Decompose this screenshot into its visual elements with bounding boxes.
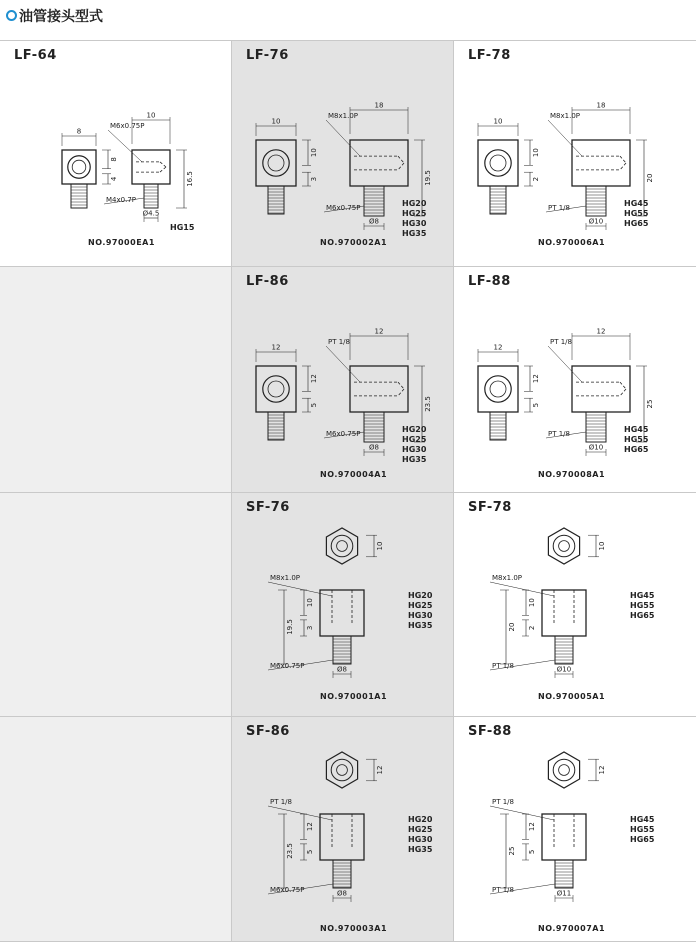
front-view-body (478, 366, 518, 412)
port-circle (268, 155, 284, 171)
part-number: NO.970001A1 (320, 692, 388, 701)
leader-line (490, 582, 554, 596)
section-title: 油管接头型式 (19, 9, 103, 25)
side-view-body (572, 366, 630, 412)
side-view-body (320, 590, 364, 636)
hidden-bore (620, 382, 626, 389)
leader-line (268, 806, 332, 820)
dimension-label: 5 (528, 849, 536, 855)
grid-divider (453, 40, 454, 942)
dimension-label: 12 (306, 822, 314, 832)
empty-cell (0, 716, 232, 942)
dimension-label: 12 (376, 765, 384, 775)
hidden-bore (620, 156, 626, 163)
section-header (0, 0, 700, 34)
drawing-sf86 (232, 716, 454, 942)
model-fit-label: HG30 (402, 445, 427, 454)
hidden-bore (398, 163, 404, 170)
port-circle (553, 759, 575, 781)
dimension-label: 8 (76, 127, 82, 136)
dimension-label: 16.5 (186, 171, 194, 187)
port-circle (559, 541, 570, 552)
port-circle (490, 381, 506, 397)
port-circle (263, 376, 289, 402)
drawing-lf88 (454, 266, 696, 492)
model-label: LF-88 (468, 274, 511, 289)
hidden-bore (398, 156, 404, 163)
drawing-sf76 (232, 492, 454, 716)
hidden-bore (620, 389, 626, 396)
drawing-sf78 (454, 492, 696, 716)
side-view-body (320, 814, 364, 860)
hidden-bore (160, 162, 166, 167)
part-number: NO.970007A1 (538, 924, 606, 933)
model-fit-label: HG65 (624, 445, 649, 454)
part-number: NO.970006A1 (538, 238, 606, 247)
model-fit-label: HG55 (630, 825, 655, 834)
dimension-label: 5 (310, 402, 318, 408)
port-circle (337, 541, 348, 552)
section-bullet-icon (6, 10, 17, 21)
hidden-bore (160, 167, 166, 172)
dimension-label: 12 (596, 327, 606, 336)
part-number: NO.970005A1 (538, 692, 606, 701)
cell-lf76 (232, 40, 454, 266)
dimension-label: 10 (532, 148, 540, 158)
dimension-label: Ø11 (556, 889, 572, 898)
empty-cell (0, 492, 232, 716)
dimension-label: 20 (508, 622, 516, 632)
dimension-label: 8 (110, 157, 118, 162)
dimension-label: 10 (306, 598, 314, 608)
dimension-label: Ø8 (369, 443, 379, 452)
model-fit-label: HG55 (624, 435, 649, 444)
dimension-label: 12 (532, 374, 540, 384)
model-label: SF-76 (246, 500, 290, 515)
model-label: LF-78 (468, 48, 511, 63)
dimension-label: 12 (598, 765, 606, 775)
drawing-lf76 (232, 40, 454, 266)
port-circle (331, 535, 353, 557)
dimension-label: 23.5 (286, 843, 294, 859)
drawing-sf88 (454, 716, 696, 942)
model-label: SF-88 (468, 724, 512, 739)
thread-callout: M8x1.0P (270, 574, 300, 582)
side-view-body (572, 140, 630, 186)
grid-divider (231, 40, 232, 942)
thread-callout: PT 1/8 (492, 886, 514, 894)
thread-callout: M6x0.75P (326, 204, 361, 212)
thread-callout: PT 1/8 (328, 338, 350, 346)
port-circle (553, 535, 575, 557)
hidden-bore (398, 382, 404, 389)
dimension-label: 12 (310, 374, 318, 384)
thread-callout: PT 1/8 (492, 798, 514, 806)
dimension-label: 10 (493, 117, 503, 126)
model-fit-label: HG45 (624, 199, 649, 208)
front-view-body (256, 140, 296, 186)
cell-sf76 (232, 492, 454, 716)
cell-lf88 (454, 266, 696, 492)
port-circle (68, 156, 90, 178)
dimension-label: 25 (646, 399, 654, 409)
thread-callout: PT 1/8 (548, 204, 570, 212)
model-fit-label: HG55 (630, 601, 655, 610)
model-fit-label: HG20 (402, 425, 427, 434)
side-view-body (132, 150, 170, 184)
dimension-label: 10 (598, 541, 606, 551)
dimension-label: 19.5 (424, 170, 432, 186)
part-number: NO.970008A1 (538, 470, 606, 479)
dimension-label: 3 (310, 176, 318, 182)
fitting-table (0, 40, 696, 942)
dimension-label: 18 (374, 101, 384, 110)
cell-lf86 (232, 266, 454, 492)
thread-callout: M6x0.75P (326, 430, 361, 438)
dimension-label: 25 (508, 846, 516, 856)
dimension-label: Ø8 (337, 665, 347, 674)
side-view-body (350, 140, 408, 186)
drawing-lf78 (454, 40, 696, 266)
front-view-body (256, 366, 296, 412)
part-number: NO.970004A1 (320, 470, 388, 479)
thread-callout: M6x0.75P (270, 662, 305, 670)
port-circle (559, 765, 570, 776)
dimension-label: Ø8 (369, 217, 379, 226)
thread-callout: M8x1.0P (550, 112, 580, 120)
model-label: LF-76 (246, 48, 289, 63)
part-number: NO.970003A1 (320, 924, 388, 933)
dimension-label: Ø10 (588, 443, 604, 452)
dimension-label: 5 (532, 402, 540, 408)
model-fit-label: HG35 (408, 621, 433, 630)
model-fit-label: HG65 (630, 611, 655, 620)
leader-line (108, 130, 142, 162)
model-fit-label: HG25 (402, 209, 427, 218)
model-fit-label: HG20 (408, 591, 433, 600)
thread-callout: PT 1/8 (492, 662, 514, 670)
part-number: NO.97000EA1 (88, 238, 155, 247)
model-fit-label: HG15 (170, 223, 195, 232)
thread-callout: M6x0.75P (270, 886, 305, 894)
dimension-label: 3 (306, 625, 314, 631)
cell-lf64 (0, 40, 232, 266)
dimension-label: 10 (528, 598, 536, 608)
cell-lf78 (454, 40, 696, 266)
model-fit-label: HG55 (624, 209, 649, 218)
dimension-label: 10 (376, 541, 384, 551)
thread-callout: PT 1/8 (270, 798, 292, 806)
model-label: SF-78 (468, 500, 512, 515)
part-number: NO.970002A1 (320, 238, 388, 247)
port-circle (485, 376, 511, 402)
dimension-label: 12 (374, 327, 384, 336)
model-label: SF-86 (246, 724, 290, 739)
model-label: LF-64 (14, 48, 57, 63)
port-circle (263, 150, 289, 176)
dimension-label: 19.5 (286, 619, 294, 635)
port-circle (490, 155, 506, 171)
dimension-label: 12 (493, 343, 503, 352)
thread-callout: PT 1/8 (548, 430, 570, 438)
model-fit-label: HG35 (402, 229, 427, 238)
cell-sf88 (454, 716, 696, 942)
model-fit-label: HG30 (408, 835, 433, 844)
thread-callout: M8x1.0P (328, 112, 358, 120)
side-view-body (350, 366, 408, 412)
port-circle (337, 765, 348, 776)
thread-callout: PT 1/8 (550, 338, 572, 346)
dimension-label: 2 (532, 176, 540, 182)
side-view-body (542, 590, 586, 636)
cell-sf78 (454, 492, 696, 716)
model-fit-label: HG35 (402, 455, 427, 464)
cell-sf86 (232, 716, 454, 942)
dimension-label: 10 (310, 148, 318, 158)
leader-line (490, 806, 554, 820)
leader-line (326, 120, 360, 156)
drawing-lf64 (0, 40, 232, 266)
empty-cell (0, 266, 232, 492)
leader-line (268, 582, 332, 596)
port-circle (268, 381, 284, 397)
thread-callout: M4x0.7P (106, 196, 136, 204)
side-view-body (542, 814, 586, 860)
port-circle (485, 150, 511, 176)
dimension-label: 23.5 (424, 396, 432, 412)
model-fit-label: HG25 (408, 601, 433, 610)
model-fit-label: HG20 (402, 199, 427, 208)
model-fit-label: HG30 (402, 219, 427, 228)
model-fit-label: HG20 (408, 815, 433, 824)
model-fit-label: HG45 (630, 591, 655, 600)
leader-line (326, 346, 360, 382)
dimension-label: 10 (146, 111, 156, 120)
dimension-label: Ø10 (588, 217, 604, 226)
dimension-label: 4 (110, 176, 118, 182)
model-fit-label: HG65 (630, 835, 655, 844)
model-fit-label: HG45 (624, 425, 649, 434)
port-circle (331, 759, 353, 781)
dimension-label: Ø4.5 (142, 209, 160, 218)
dimension-label: 5 (306, 849, 314, 855)
hidden-bore (620, 163, 626, 170)
dimension-label: Ø10 (556, 665, 572, 674)
model-label: LF-86 (246, 274, 289, 289)
dimension-label: 10 (271, 117, 281, 126)
model-fit-label: HG25 (402, 435, 427, 444)
dimension-label: 18 (596, 101, 606, 110)
leader-line (548, 120, 582, 156)
dimension-label: 12 (528, 822, 536, 832)
model-fit-label: HG45 (630, 815, 655, 824)
model-fit-label: HG30 (408, 611, 433, 620)
thread-callout: M8x1.0P (492, 574, 522, 582)
model-fit-label: HG65 (624, 219, 649, 228)
front-view-body (478, 140, 518, 186)
front-view-body (62, 150, 96, 184)
dimension-label: 12 (271, 343, 281, 352)
hidden-bore (398, 389, 404, 396)
grid-divider (0, 492, 696, 493)
model-fit-label: HG25 (408, 825, 433, 834)
grid-divider (0, 266, 696, 267)
drawing-lf86 (232, 266, 454, 492)
leader-line (548, 346, 582, 382)
dimension-label: Ø8 (337, 889, 347, 898)
grid-divider (0, 40, 696, 41)
model-fit-label: HG35 (408, 845, 433, 854)
dimension-label: 2 (528, 625, 536, 631)
dimension-label: 20 (646, 173, 654, 183)
thread-callout: M6x0.75P (110, 122, 145, 130)
port-circle (72, 160, 86, 174)
grid-divider (0, 716, 696, 717)
